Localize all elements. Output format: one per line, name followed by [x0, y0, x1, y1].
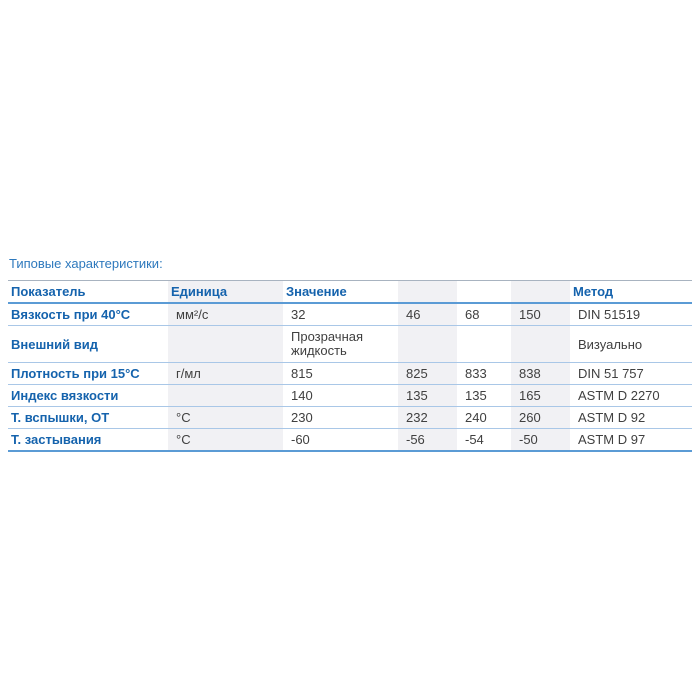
- header-indicator: Показатель: [11, 284, 86, 299]
- value-cell: Прозрачная жидкость: [291, 329, 364, 358]
- unit-cell: [168, 385, 283, 407]
- method-cell: DIN 51519: [578, 307, 641, 322]
- value-cell: 232: [398, 407, 457, 429]
- row-label: Т. вспышки, ОТ: [11, 410, 110, 425]
- value-cell: -50: [511, 429, 570, 452]
- value-cell: 135: [465, 388, 487, 403]
- value-cell: 46: [398, 303, 457, 326]
- value-cell: 140: [291, 388, 313, 403]
- row-label: Внешний вид: [11, 336, 98, 352]
- unit-cell: [168, 326, 283, 363]
- value-cell: 825: [398, 363, 457, 385]
- value-cell: [457, 326, 511, 363]
- value-cell: [398, 326, 457, 363]
- value-cell: -60: [291, 432, 310, 447]
- value-cell: 260: [511, 407, 570, 429]
- method-cell: ASTM D 97: [578, 432, 646, 447]
- header-value: Значение: [286, 284, 347, 299]
- unit-cell: мм²/с: [168, 303, 283, 326]
- header-row: [8, 281, 692, 304]
- characteristics-table: [8, 280, 692, 452]
- value-cell: -56: [398, 429, 457, 452]
- value-cell: 32: [291, 307, 306, 322]
- value-cell: 68: [465, 307, 480, 322]
- value-cell: 833: [465, 366, 487, 381]
- datasheet-section: [8, 257, 692, 452]
- header-spacer-1: [398, 281, 457, 304]
- row-label: Индекс вязкости: [11, 388, 119, 403]
- table-row-pour-point: [8, 429, 692, 452]
- value-cell: -54: [465, 432, 484, 447]
- row-label: Вязкость при 40°C: [11, 307, 131, 322]
- value-cell: 815: [291, 366, 313, 381]
- table-row-viscosity: [8, 303, 692, 326]
- header-spacer-3: [511, 281, 570, 304]
- method-cell: ASTM D 2270: [578, 388, 660, 403]
- header-method: Метод: [573, 284, 614, 299]
- table-row-density: [8, 363, 692, 385]
- value-cell: [511, 326, 570, 363]
- method-cell: DIN 51 757: [578, 366, 644, 381]
- value-cell: 150: [511, 303, 570, 326]
- value-cell: 230: [291, 410, 313, 425]
- unit-cell: °C: [168, 407, 283, 429]
- method-cell: Визуально: [578, 336, 643, 352]
- table-row-appearance: [8, 326, 692, 363]
- value-cell: 240: [465, 410, 487, 425]
- row-label: Плотность при 15°C: [11, 366, 140, 381]
- section-title: Типовые характеристики:: [9, 256, 163, 271]
- table-row-viscosity-index: [8, 385, 692, 407]
- row-label: Т. застывания: [11, 432, 102, 447]
- value-cell: 165: [511, 385, 570, 407]
- header-spacer-2: [457, 281, 511, 304]
- unit-cell: °C: [168, 429, 283, 452]
- table-row-flash-point: [8, 407, 692, 429]
- header-unit: Единица: [168, 281, 283, 304]
- unit-cell: г/мл: [168, 363, 283, 385]
- method-cell: ASTM D 92: [578, 410, 646, 425]
- value-cell: 135: [398, 385, 457, 407]
- value-cell: 838: [511, 363, 570, 385]
